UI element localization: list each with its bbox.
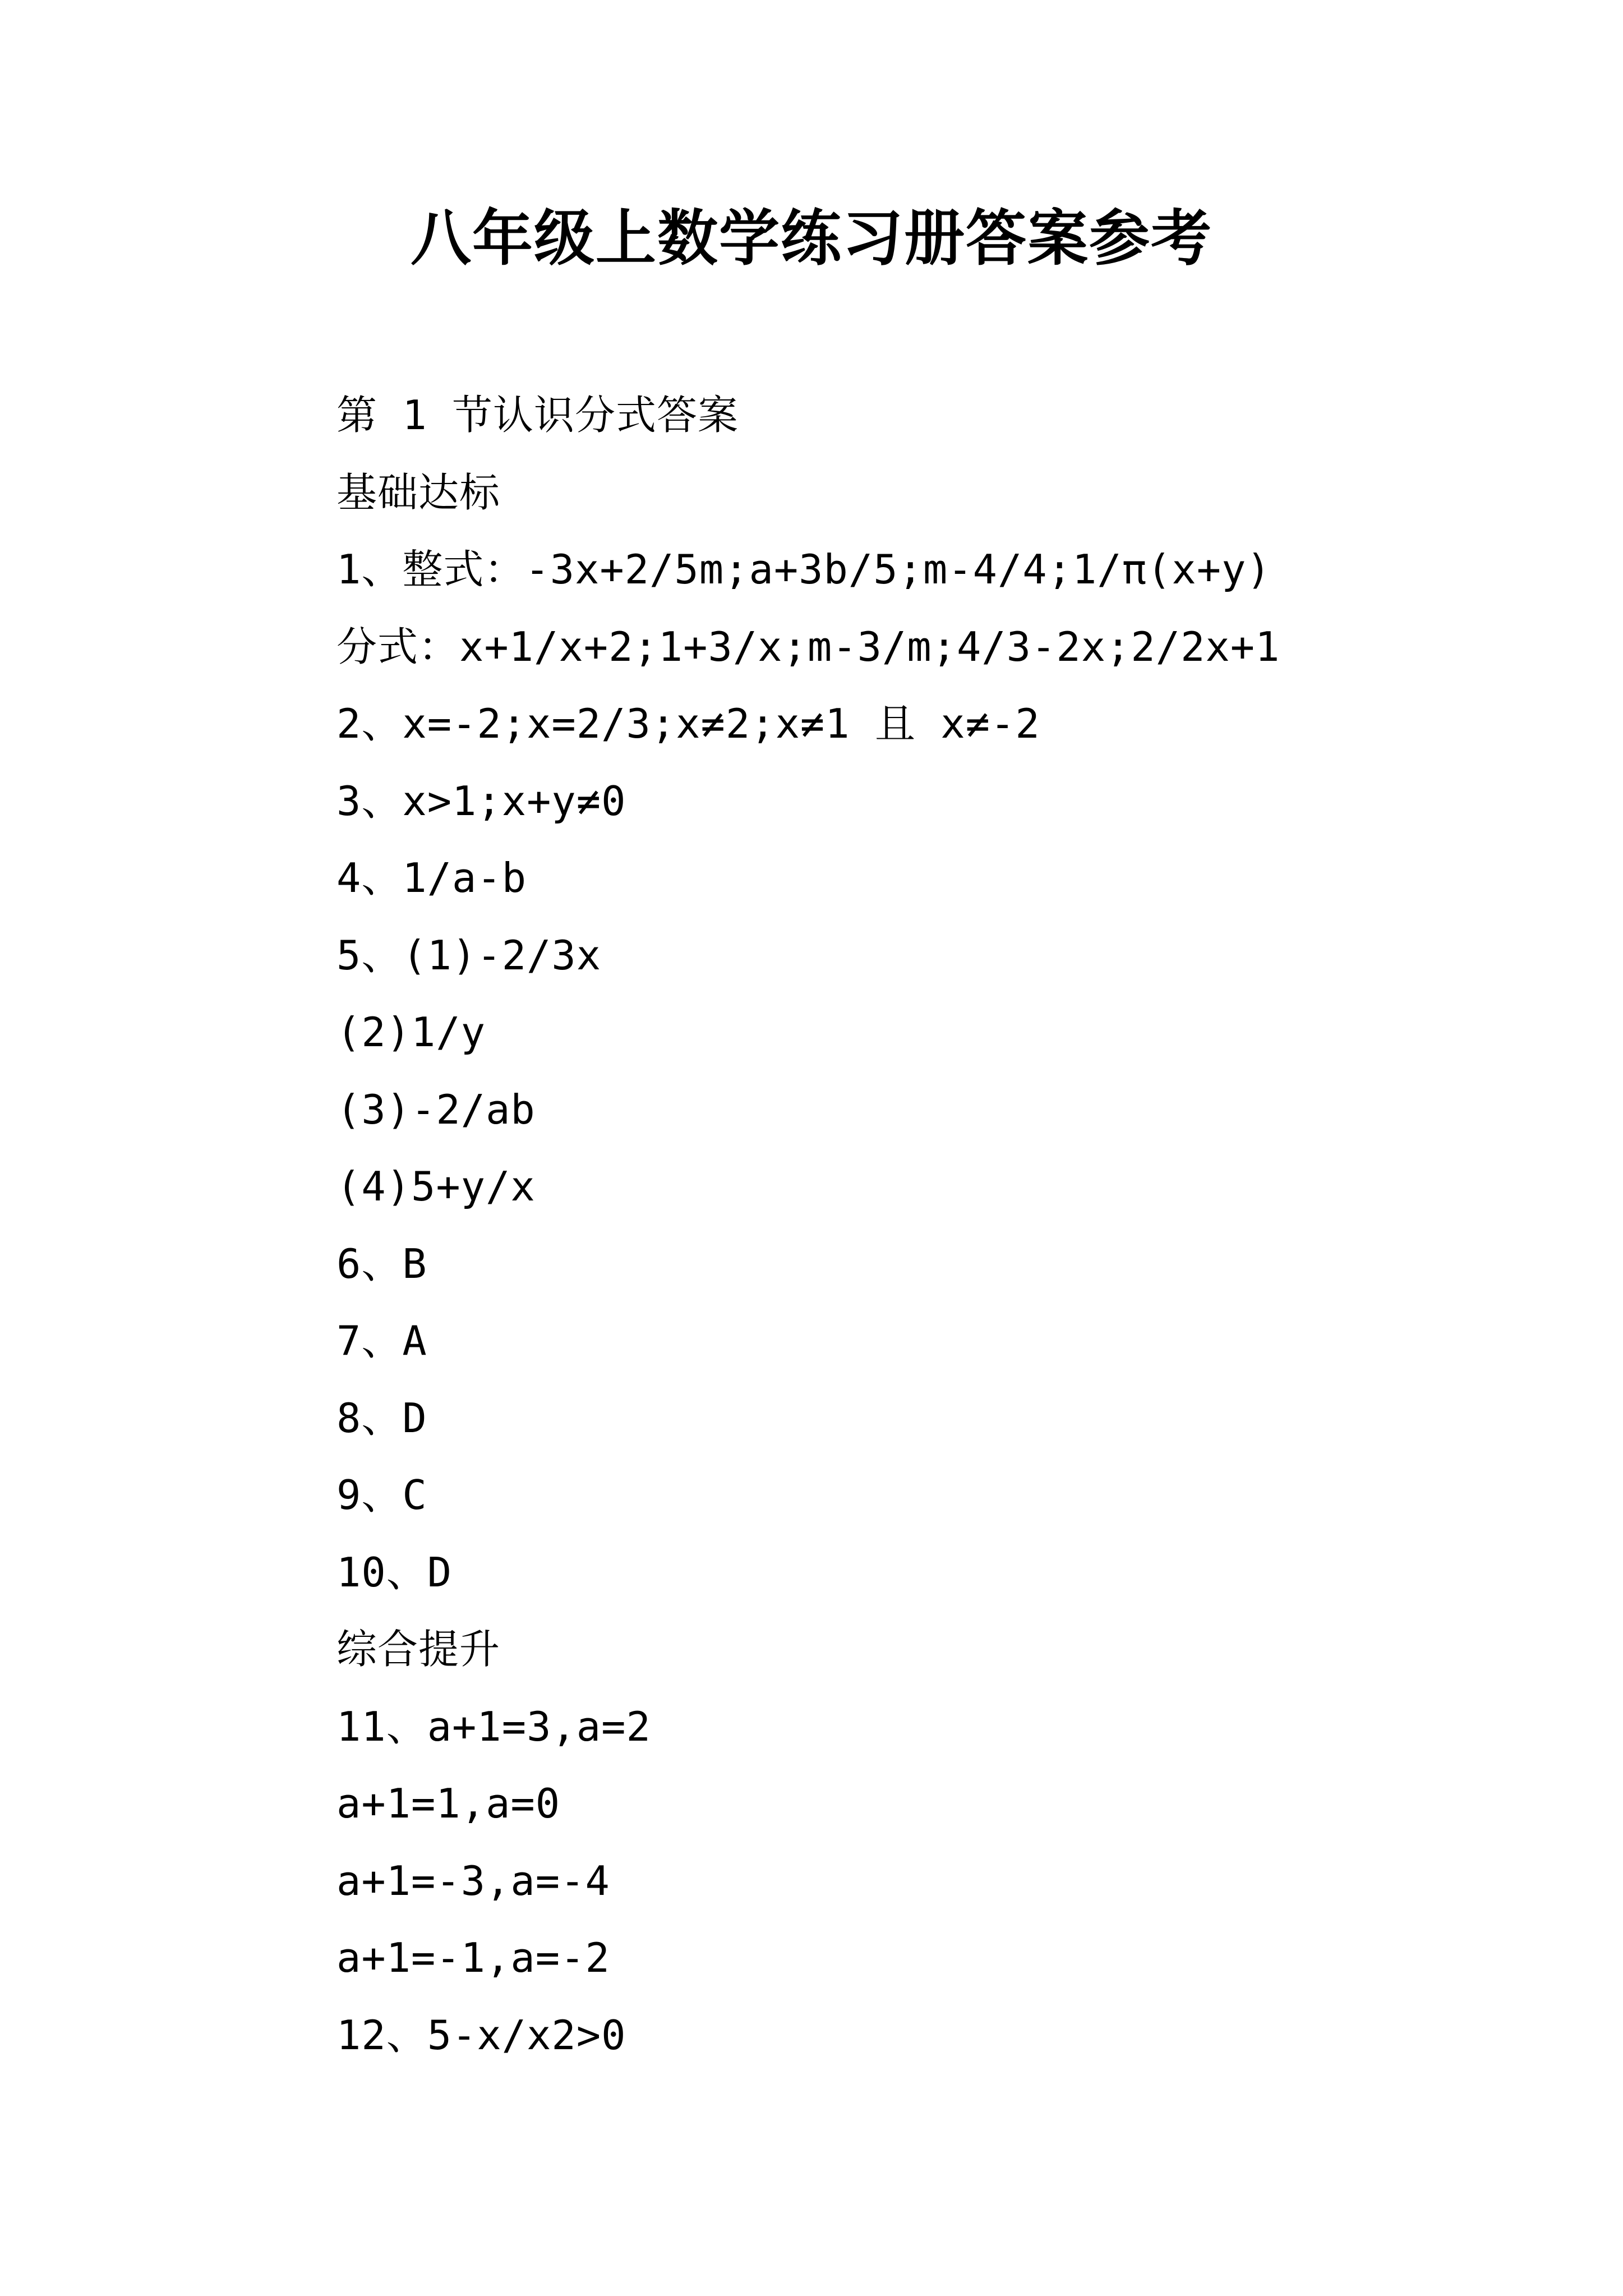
answer-line: a+1=-3,a=-4 (336, 1857, 610, 1904)
answer-line: 1、整式：-3x+2/5m;a+3b/5;m-4/4;1/π(x+y) (336, 546, 1271, 593)
answer-line: 7、A (336, 1317, 427, 1364)
answer-content (336, 377, 1514, 2074)
answer-line: 5、(1)-2/3x (336, 931, 602, 979)
answer-line: a+1=-1,a=-2 (336, 1934, 610, 1981)
subsection-heading: 综合提升 (336, 1626, 501, 1673)
answer-line: 11、a+1=3,a=2 (336, 1703, 651, 1750)
answer-line: 2、x=-2;x=2/3;x≠2;x≠1 且 x≠-2 (336, 700, 1040, 747)
document-title: 八年级上数学练习册答案参考 (410, 203, 1212, 274)
answer-line: 8、D (336, 1394, 427, 1442)
answer-line: (4)5+y/x (336, 1163, 536, 1210)
answer-line: (3)-2/ab (336, 1085, 536, 1133)
answer-line: 9、C (336, 1471, 427, 1519)
answer-line: (2)1/y (336, 1009, 486, 1056)
answer-line: a+1=1,a=0 (336, 1780, 561, 1827)
answer-line: 6、B (336, 1240, 427, 1287)
answer-line: 10、D (336, 1548, 453, 1596)
section-heading: 第 1 节认识分式答案 (336, 392, 739, 439)
subsection-heading: 基础达标 (336, 468, 501, 516)
answer-line: 3、x>1;x+y≠0 (336, 777, 626, 825)
answer-line: 12、5-x/x2>0 (336, 2011, 626, 2059)
answer-line: 分式：x+1/x+2;1+3/x;m-3/m;4/3-2x;2/2x+1 (336, 623, 1280, 670)
answer-line: 4、1/a-b (336, 854, 527, 901)
